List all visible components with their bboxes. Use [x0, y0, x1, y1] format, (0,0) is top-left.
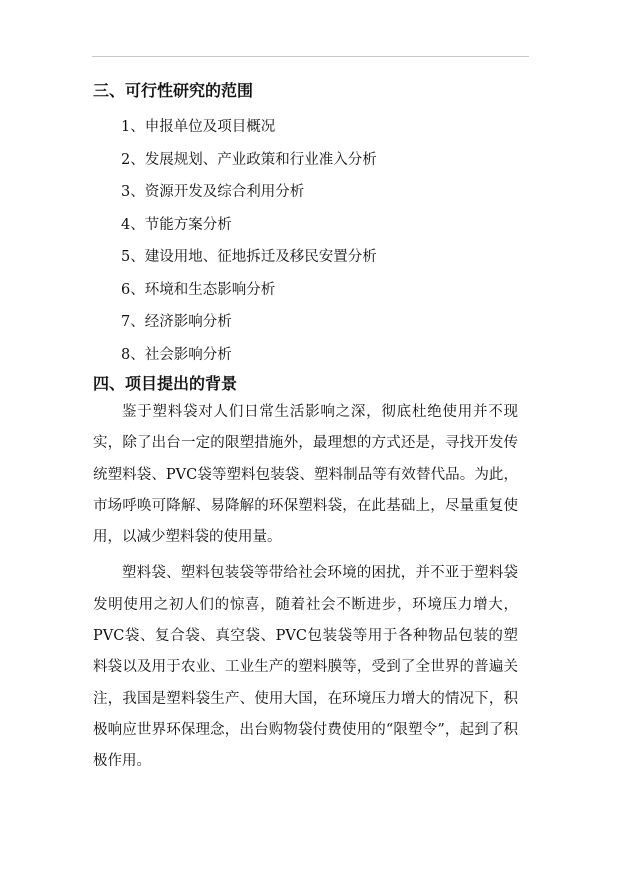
list-item: 3、资源开发及综合利用分析 [121, 184, 305, 200]
background-paragraph-1: 鉴于塑料袋对人们日常生活影响之深，彻底杜绝使用并不现实，除了出台一定的限塑措施外，最理想的方式还是，寻找开发传统塑料袋、PVC袋等塑料包装袋、塑料制品等有效替代品。为此，市场呼唤可降解、易降解的环保塑料袋，在此基础上，尽量重复使用，以减少塑料袋的使用量。 [93, 404, 518, 546]
list-item: 6、环境和生态影响分析 [121, 281, 276, 298]
list-item: 1、申报单位及项目概况 [121, 119, 276, 135]
list-item: 5、建设用地、征地拆迁及移民安置分析 [121, 249, 377, 265]
list-item: 2、发展规划、产业政策和行业准入分析 [121, 151, 377, 168]
document-body [93, 78, 533, 778]
scope-list [93, 111, 533, 371]
list-item: 8、社会影响分析 [121, 346, 232, 363]
background-paragraph-2: 塑料袋、塑料包装袋等带给社会环境的困扰，并不亚于塑料袋发明使用之初人们的惊喜，随着社会不断进步，环境压力增大，PVC袋、复合袋、真空袋、PVC包装袋等用于各种物品包装的塑料袋以及用于农业、工业生产的塑料膜等，受到了全世界的普遍关注，我国是塑料袋生产、使用大国，在环境压力增大的情况下，积极响应世界环保理念，出台购物袋付费使用的“限塑令”，起到了积极作用。 [93, 565, 518, 770]
section-3-heading: 三、可行性研究的范围 [93, 81, 254, 100]
section-4-heading: 四、项目提出的背景 [93, 374, 238, 393]
header-rule [92, 56, 529, 57]
list-item: 7、经济影响分析 [121, 314, 232, 330]
list-item: 4、节能方案分析 [121, 216, 232, 233]
